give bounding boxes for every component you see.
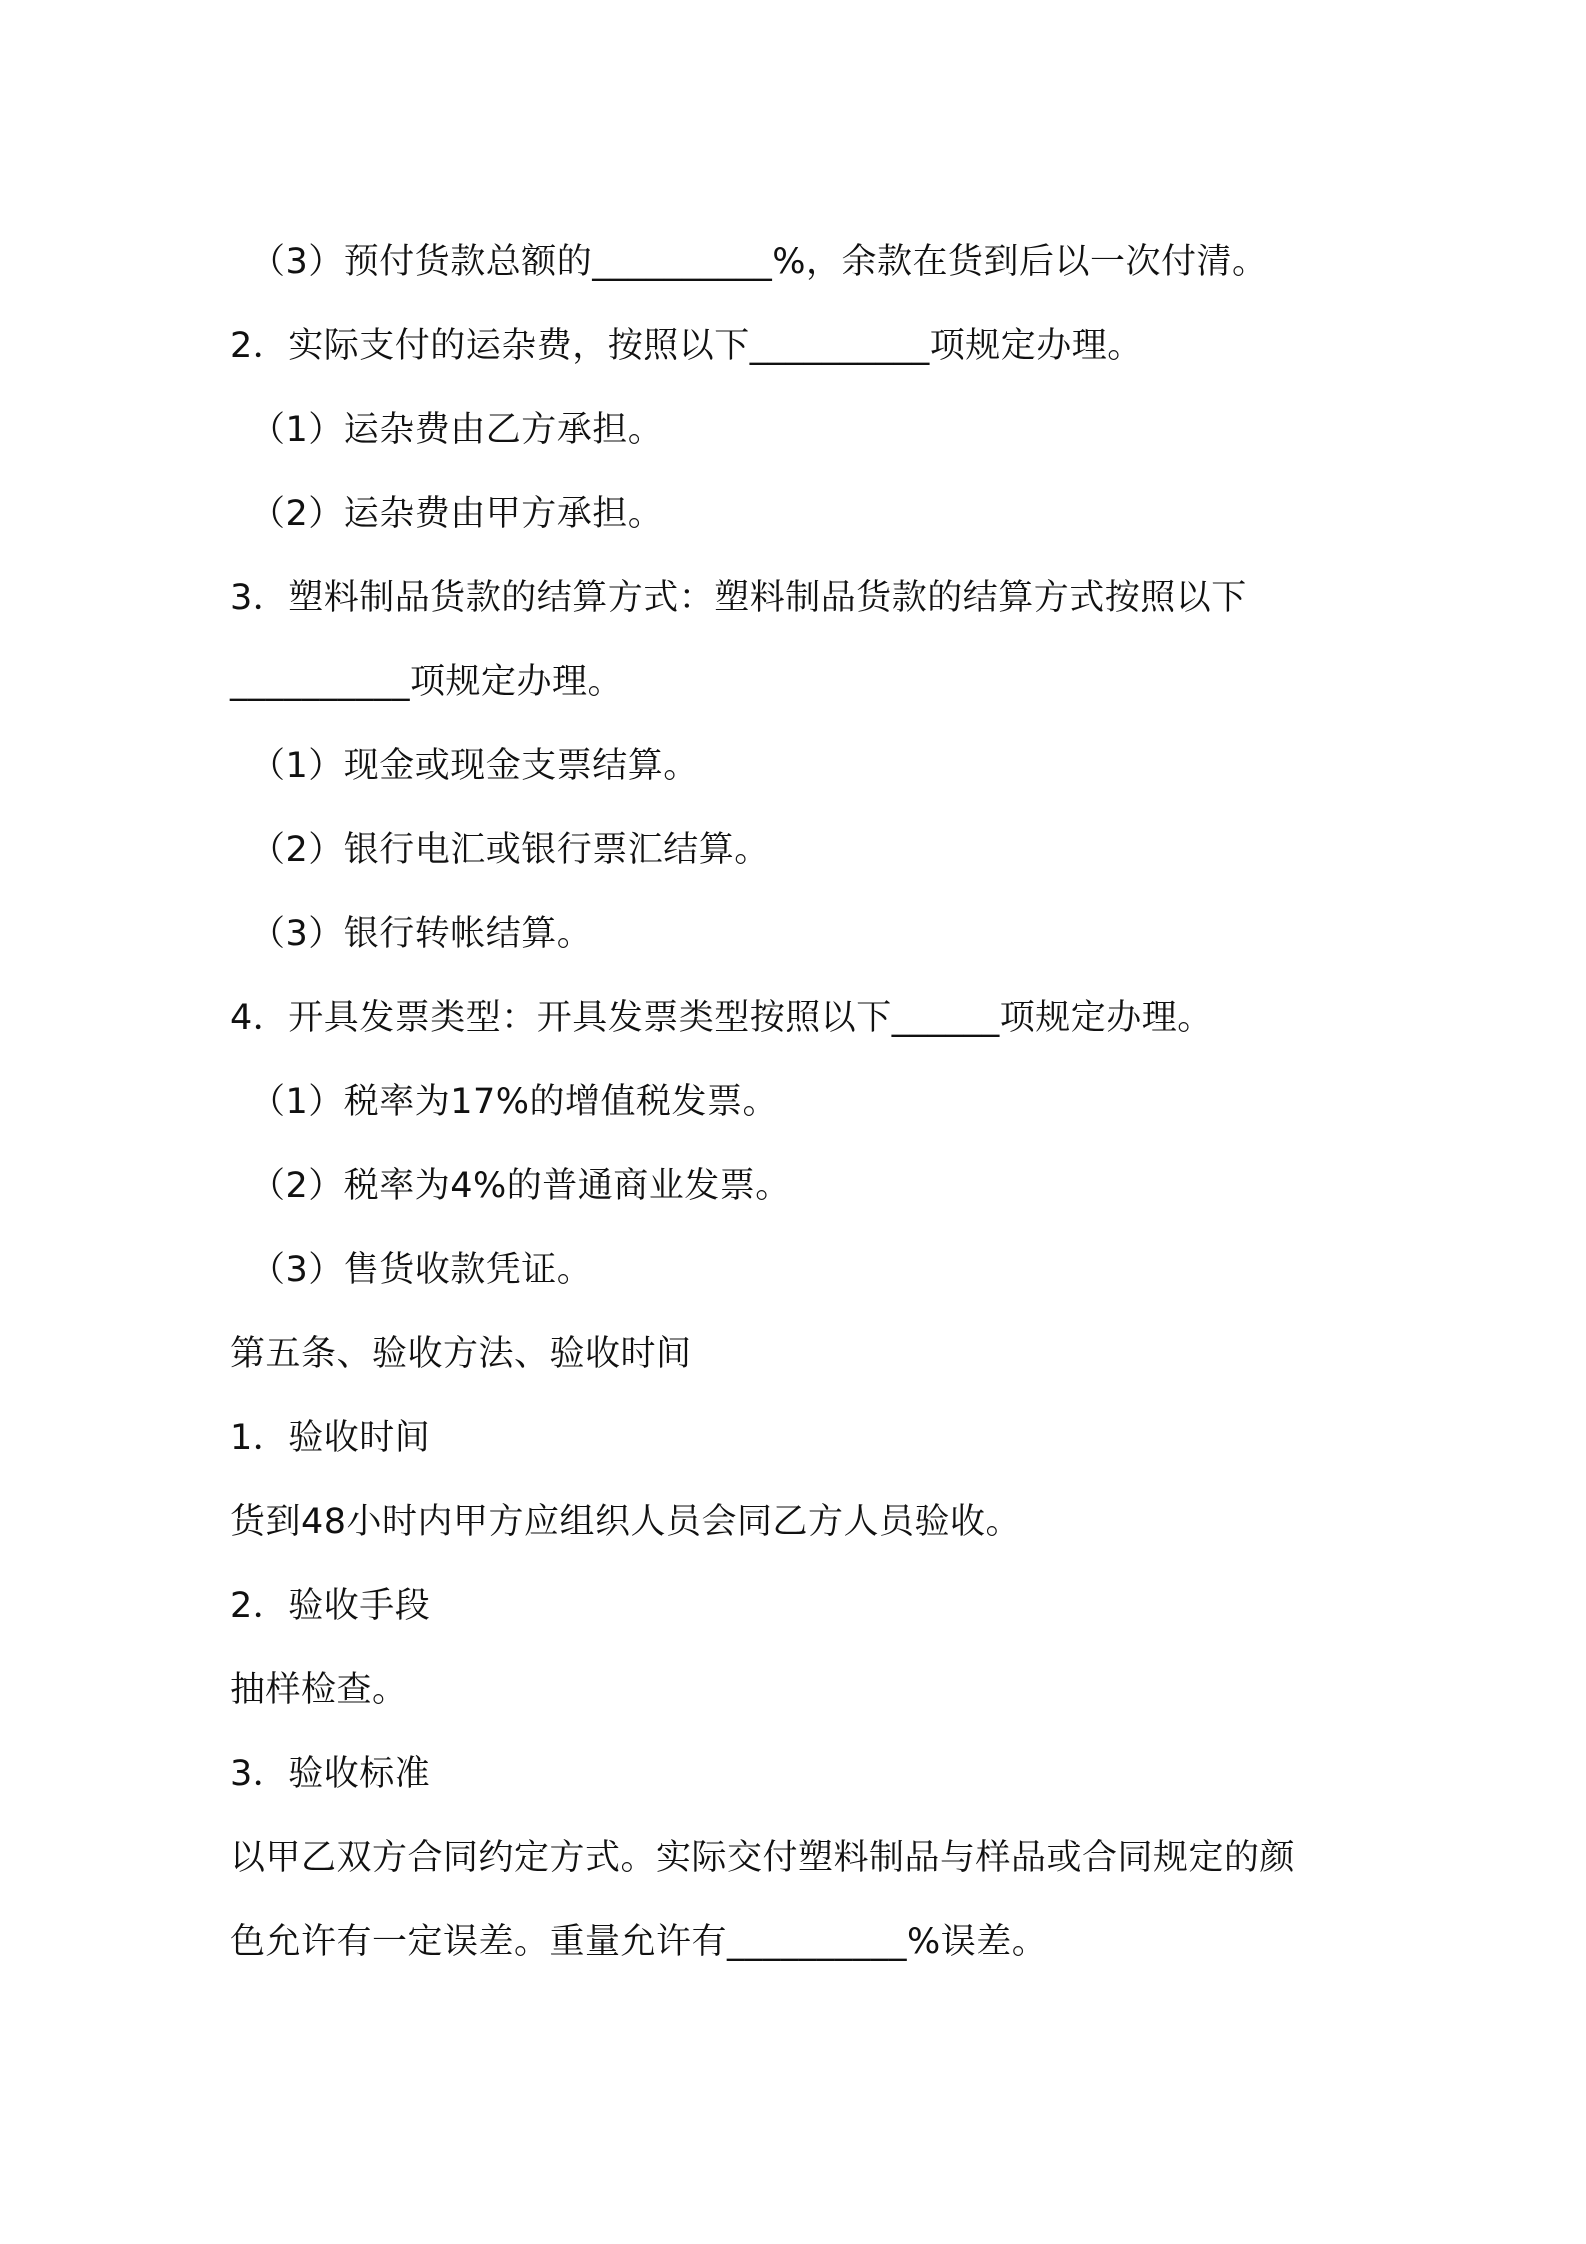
inspection-standard-text: 以甲乙双方合同约定方式。实际交付塑料制品与样品或合同规定的颜 [230, 1838, 1296, 1878]
document-body [230, 232, 1390, 1996]
clause-freight-payment: 2．实际支付的运杂费，按照以下__________项规定办理。 [230, 326, 1143, 366]
settlement-option-3: （3）银行转帐结算。 [250, 914, 593, 954]
inspection-time-text: 货到48小时内甲方应组织人员会同乙方人员验收。 [230, 1502, 1022, 1542]
clause-prepayment-option-3: （3）预付货款总额的__________%，余款在货到后以一次付清。 [250, 242, 1268, 282]
settlement-option-1: （1）现金或现金支票结算。 [250, 746, 699, 786]
inspection-means-text: 抽样检查。 [230, 1670, 408, 1710]
freight-option-2: （2）运杂费由甲方承担。 [250, 494, 664, 534]
clause-settlement-method: 3．塑料制品货款的结算方式：塑料制品货款的结算方式按照以下 [230, 578, 1247, 618]
invoice-option-3: （3）售货收款凭证。 [250, 1250, 593, 1290]
settlement-option-2: （2）银行电汇或银行票汇结算。 [250, 830, 770, 870]
clause-settlement-method-cont: __________项规定办理。 [230, 662, 624, 702]
inspection-standard-text-cont: 色允许有一定误差。重量允许有__________%误差。 [230, 1922, 1048, 1962]
inspection-means-heading: 2．验收手段 [230, 1586, 431, 1626]
article-5-heading: 第五条、验收方法、验收时间 [230, 1334, 692, 1374]
invoice-option-1: （1）税率为17%的增值税发票。 [250, 1082, 779, 1122]
inspection-standard-heading: 3．验收标准 [230, 1754, 431, 1794]
freight-option-1: （1）运杂费由乙方承担。 [250, 410, 664, 450]
invoice-option-2: （2）税率为4%的普通商业发票。 [250, 1166, 791, 1206]
inspection-time-heading: 1．验收时间 [230, 1418, 431, 1458]
clause-invoice-type: 4．开具发票类型：开具发票类型按照以下______项规定办理。 [230, 998, 1213, 1038]
